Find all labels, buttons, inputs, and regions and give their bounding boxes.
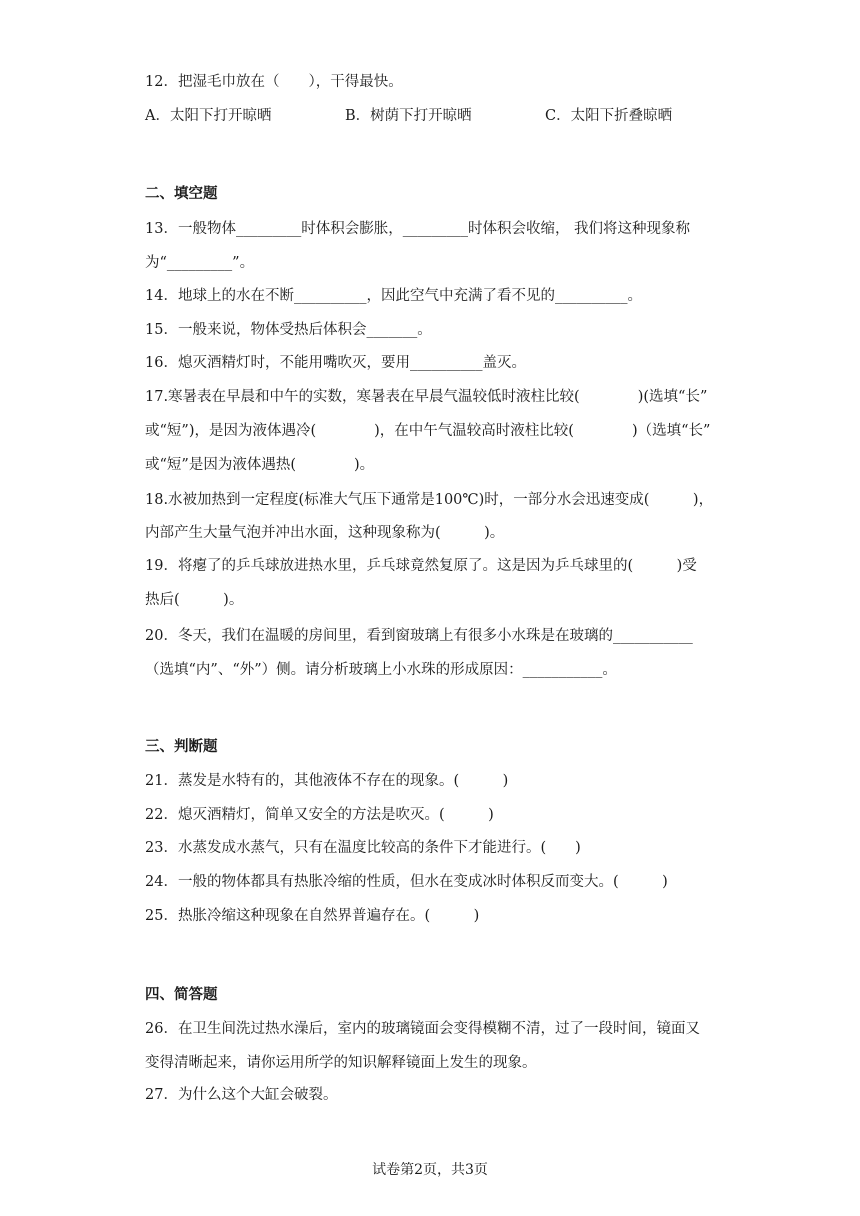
- question-line: 15．一般来说，物体受热后体积会_______。: [145, 322, 432, 338]
- question-line: 27．为什么这个大缸会破裂。: [145, 1087, 338, 1103]
- question-line: 为“_________”。: [145, 255, 255, 271]
- question-12-stem: 12．把湿毛巾放在（ ），干得最快。: [145, 74, 403, 90]
- question-line: 热后( )。: [145, 592, 244, 608]
- section-heading-fill-in: 二、填空题: [145, 185, 218, 202]
- question-12-option-a: A．太阳下打开晾晒: [145, 108, 272, 124]
- question-line: 25．热胀冷缩这种现象在自然界普遍存在。( ): [145, 908, 480, 924]
- question-line: 24．一般的物体都具有热胀冷缩的性质，但水在变成冰时体积反而变大。( ): [145, 874, 668, 890]
- question-line: 或“短”)，是因为液体遇冷( )，在中午气温较高时液柱比较( )（选填“长”: [145, 423, 711, 439]
- question-line: 17.寒暑表在早晨和中午的实数，寒暑表在早晨气温较低时液柱比较( )(选填“长”: [145, 389, 708, 405]
- question-line: 21．蒸发是水特有的，其他液体不存在的现象。( ): [145, 773, 509, 789]
- question-line: 18.水被加热到一定程度(标准大气压下通常是100℃)时，一部分水会迅速变成( )，: [145, 492, 714, 508]
- question-line: 内部产生大量气泡并冲出水面，这种现象称为( )。: [145, 525, 505, 541]
- question-12-option-b: B．树荫下打开晾晒: [345, 108, 472, 124]
- question-line: 23．水蒸发成水蒸气，只有在温度比较高的条件下才能进行。( ): [145, 840, 581, 856]
- question-line: （选填“内”、“外”）侧。请分析玻璃上小水珠的形成原因：___________。: [145, 662, 617, 678]
- question-line: 变得清晰起来，请你运用所学的知识解释镜面上发生的现象。: [145, 1055, 537, 1071]
- page-footer: 试卷第2页，共3页: [372, 1162, 488, 1178]
- question-line: 或“短”是因为液体遇热( )。: [145, 457, 375, 473]
- question-line: 20．冬天，我们在温暖的房间里，看到窗玻璃上有很多小水珠是在玻璃的___________: [145, 628, 693, 644]
- section-heading-true-false: 三、判断题: [145, 738, 218, 755]
- question-line: 14．地球上的水在不断__________，因此空气中充满了看不见的__________。: [145, 288, 642, 304]
- question-line: 19．将瘪了的乒乓球放进热水里，乒乓球竟然复原了。这是因为乒乓球里的( )受: [145, 558, 697, 574]
- question-12-option-c: C．太阳下折叠晾晒: [545, 108, 673, 124]
- question-line: 13．一般物体_________时体积会膨胀，_________时体积会收缩， 我们将这种现象称: [145, 221, 691, 237]
- question-line: 26．在卫生间洗过热水澡后，室内的玻璃镜面会变得模糊不清，过了一段时间，镜面又: [145, 1021, 700, 1037]
- question-line: 22．熄灭酒精灯，简单又安全的方法是吹灭。( ): [145, 807, 494, 823]
- section-heading-short-answer: 四、简答题: [145, 986, 218, 1003]
- question-line: 16．熄灭酒精灯时，不能用嘴吹灭，要用__________盖灭。: [145, 355, 526, 371]
